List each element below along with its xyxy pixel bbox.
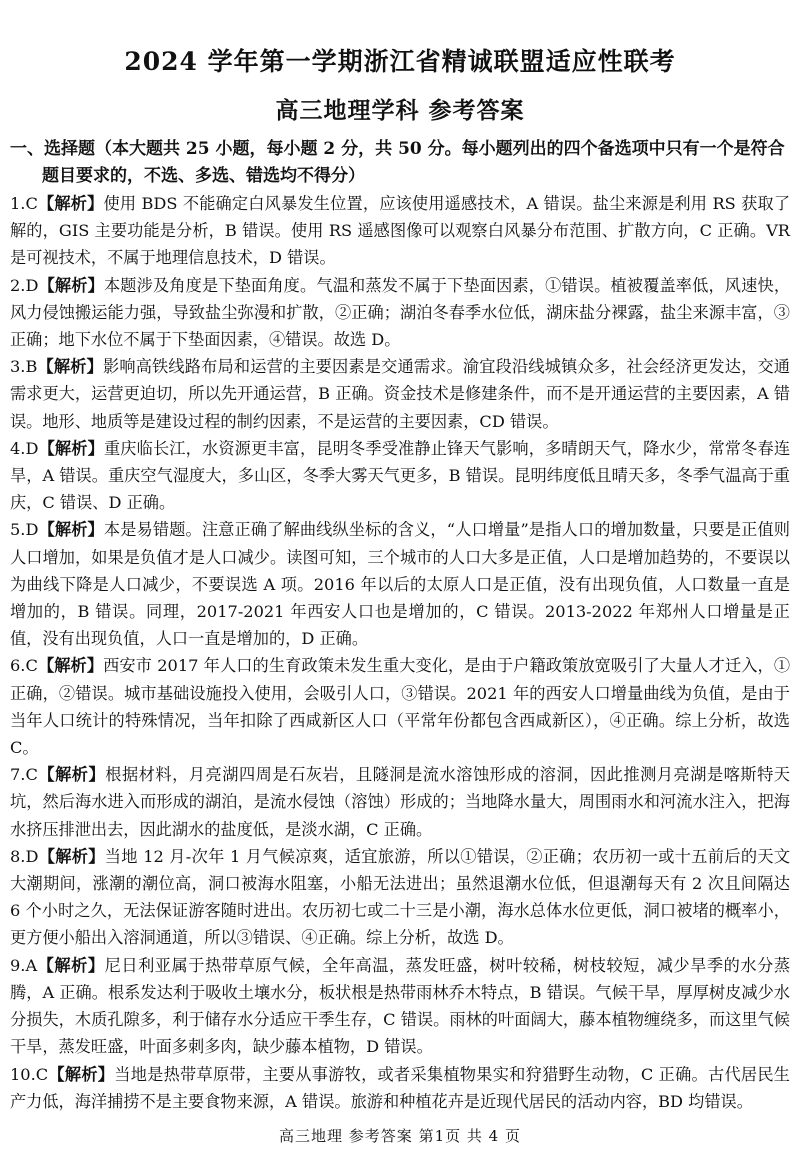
analysis-tag: 【解析】 bbox=[38, 275, 104, 295]
item-text: 使用 BDS 不能确定白风暴发生位置，应该使用遥感技术，A 错误。盐尘来源是利用 RS 获取了解的，GIS 主要功能是分析，B 错误。使用 RS 遥感图像可以观察白风暴分布范围、扩散方向，C 正确。VR 是可视技术，不属于地理信息技术，D 错误。 bbox=[10, 194, 791, 268]
item-number: 4.D bbox=[10, 438, 39, 458]
answer-item-5 bbox=[10, 516, 790, 652]
analysis-tag: 【解析】 bbox=[37, 656, 104, 676]
item-text: 尼日利亚属于热带草原气候，全年高温，蒸发旺盛，树叶较稀，树枝较短，减少旱季的水分蒸腾，A 正确。根系发达利于吸收土壤水分，板状根是热带雨林乔木特点，B 错误。气候干旱，厚厚树皮减少水分损失，木质孔隙多，利于储存水分适应干季生存，C 错误。雨林的叶面阔大，藤本植物缠绕多，而这里气候干旱，蒸发旺盛，叶面多刺多肉，缺少藤本植物，D 错误。 bbox=[10, 955, 791, 1057]
item-number: 1.C bbox=[10, 194, 38, 213]
item-text: 根据材料，月亮湖四周是石灰岩，且隧洞是流水溶蚀形成的溶洞，因此推测月亮湖是喀斯特天坑，然后海水进入而形成的湖泊，是流水侵蚀（溶蚀）形成的；当地降水量大，周围雨水和河流水注入，把海水挤压排泄出去，因此湖水的盐度低，是淡水湖，C 正确。 bbox=[10, 765, 791, 839]
item-number: 8.D bbox=[10, 846, 39, 866]
answer-item-10 bbox=[10, 1061, 790, 1115]
item-number: 5.D bbox=[10, 520, 39, 540]
item-number: 2.D bbox=[10, 275, 39, 295]
answer-item-9 bbox=[10, 952, 790, 1061]
item-number: 9.A bbox=[10, 955, 38, 975]
item-text: 影响高铁线路布局和运营的主要因素是交通需求。渝宜段沿线城镇众多，社会经济更发达，交通需求更大，运营更迫切，所以先开通运营，B 正确。资金技术是修建条件，而不是开通运营的主要因素，A 错误。地形、地质等是建设过程的制约因素，不是运营的主要因素，CD 错误。 bbox=[10, 357, 790, 431]
item-number: 3.B bbox=[10, 357, 38, 377]
analysis-tag: 【解析】 bbox=[37, 194, 104, 213]
analysis-tag: 【解析】 bbox=[37, 357, 103, 377]
item-number: 10.C bbox=[10, 1064, 49, 1084]
analysis-tag: 【解析】 bbox=[37, 955, 105, 975]
answer-item-6 bbox=[10, 652, 790, 761]
analysis-tag: 【解析】 bbox=[38, 438, 104, 458]
page-footer: 高三地理 参考答案 第1页 共 4 页 bbox=[279, 1127, 521, 1145]
item-number: 7.C bbox=[10, 765, 38, 785]
item-number: 6.C bbox=[10, 656, 38, 676]
exam-subtitle: 高三地理学科 参考答案 bbox=[275, 97, 525, 124]
answer-item-4 bbox=[10, 435, 790, 517]
item-text: 本题涉及角度是下垫面角度。气温和蒸发不属于下垫面因素，①错误。植被覆盖率低，风速快，风力侵蚀搬运能力强，导致盐尘弥漫和扩散，②正确；湖泊冬春季水位低，湖床盐分裸露，盐尘来源丰富，③正确；地下水位不属于下垫面因素，④错误。故选 D。 bbox=[10, 275, 791, 350]
exam-title: 2024 学年第一学期浙江省精诚联盟适应性联考 bbox=[124, 47, 676, 76]
item-text: 本是易错题。注意正确了解曲线纵坐标的含义，“人口增量”是指人口的增加数量，只要是正值则人口增加，如果是负值才是人口减少。读图可知，三个城市的人口大多是正值，人口是增加趋势的，不要误以为曲线下降是人口减少，不要误选 A 项。2016 年以后的太原人口是正值，没有出现负值，人口数量一直是增加的，B 错误。同理，2017-2021 年西安人口也是增加的，C 错误。2013-2022 年郑州人口增量是正值，没有出现负值，人口一直是增加的，D 正确。 bbox=[10, 520, 790, 649]
answer-item-3 bbox=[10, 353, 790, 435]
analysis-tag: 【解析】 bbox=[37, 765, 106, 785]
item-text: 重庆临长江，水资源更丰富，昆明冬季受准静止锋天气影响，多晴朗天气，降水少，常常冬春连旱，A 错误。重庆空气湿度大，多山区，冬季大雾天气更多，B 错误。昆明纬度低且晴天多，冬季气温高于重庆，C 错误、D 正确。 bbox=[10, 438, 791, 513]
answer-item-1 bbox=[10, 190, 790, 272]
item-text: 当地是热带草原带，主要从事游牧，或者采集植物果实和狩猎野生动物，C 正确。古代居民生产力低，海洋捕捞不是主要食物来源，A 错误。旅游和种植花卉是近现代居民的活动内容，BD 均错误。 bbox=[10, 1064, 790, 1111]
item-text: 西安市 2017 年人口的生育政策未发生重大变化，是由于户籍政策放宽吸引了大量人才迁入，①正确，②错误。城市基础设施投入使用，会吸引人口，③错误。2021 年的西安人口增量曲线为负值，是由于当年人口统计的特殊情况，当年扣除了西咸新区人口（平常年份都包含西咸新区），④正确。综上分析，故选 C。 bbox=[10, 656, 791, 758]
answer-item-2 bbox=[10, 272, 790, 354]
answer-item-8 bbox=[10, 843, 790, 952]
analysis-tag: 【解析】 bbox=[48, 1064, 115, 1084]
answer-content bbox=[10, 136, 790, 1115]
section-heading: 一、选择题（本大题共 25 小题，每小题 2 分，共 50 分。每小题列出的四个备选项中只有一个是符合题目要求的，不选、多选、错选均不得分） bbox=[10, 139, 785, 186]
item-text: 当地 12 月-次年 1 月气候凉爽，适宜旅游，所以①错误，②正确；农历初一或十五前后的天文大潮期间，涨潮的潮位高，洞口被海水阻塞，小船无法进出；虽然退潮水位低，但退潮每天有 2 次且间隔达 6 个小时之久，无法保证游客随时进出。农历初七或二十三是小潮，海水总体水位更低，洞口被堵的概率小，更方便小船出入溶洞通道，所以③错误、④正确。综上分析，故选 D。 bbox=[10, 846, 791, 948]
analysis-tag: 【解析】 bbox=[38, 846, 105, 866]
analysis-tag: 【解析】 bbox=[38, 520, 104, 540]
answer-item-7 bbox=[10, 761, 790, 843]
